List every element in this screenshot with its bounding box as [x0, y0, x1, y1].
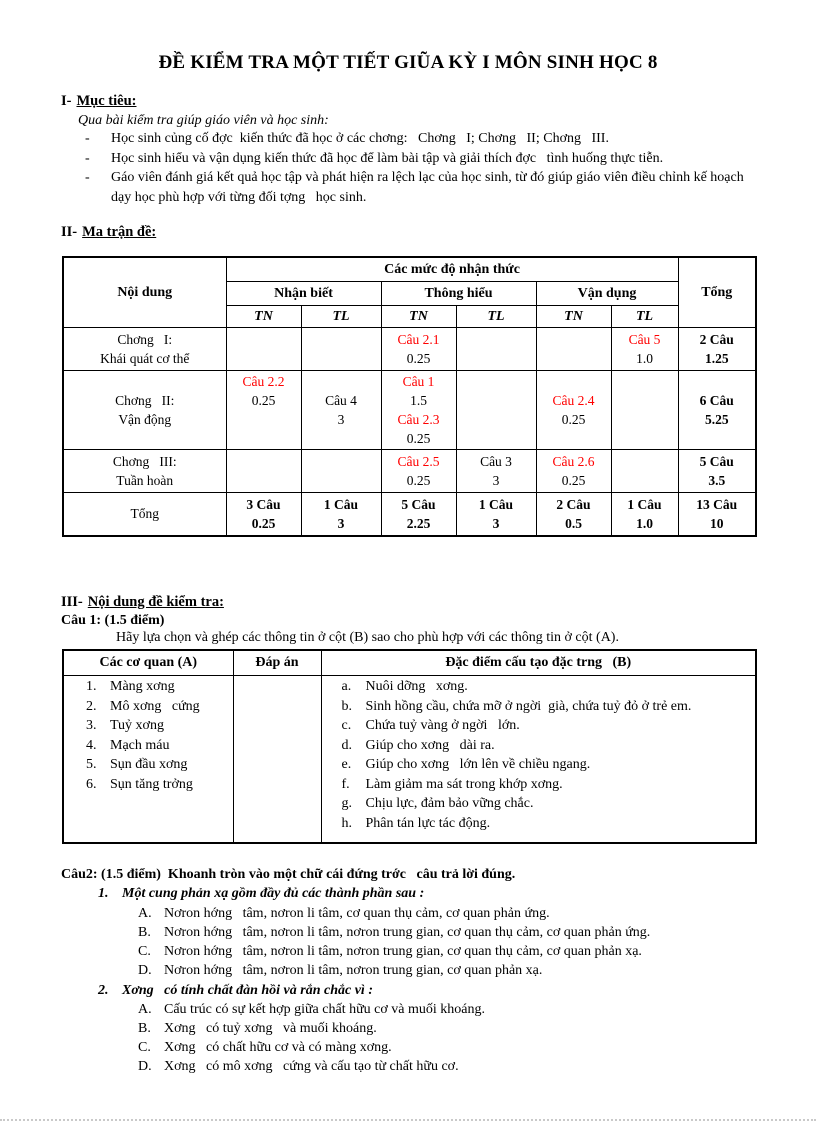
matrix-cell	[226, 450, 301, 493]
matrix-cell-line: Khái quát cơ thể	[100, 351, 190, 366]
matrix-total-cell	[301, 493, 381, 537]
organ-item-number: 4.	[86, 737, 97, 753]
matrix-header-group: Các mức độ nhận thức	[226, 257, 678, 282]
mc-option-text: Xơng có mô xơng cứng và cấu tạo từ chất hữu cơ.	[164, 1059, 459, 1074]
matrix-cell-line: Câu 2.4	[552, 393, 595, 408]
multiple-choice-questions	[61, 884, 755, 1076]
mc-option-text: Xơng có tuỷ xơng và muối khoáng.	[164, 1021, 377, 1036]
mc-option-text: Xơng có chất hữu cơ và có màng xơng.	[164, 1040, 392, 1055]
matrix-cell-line: 0.25	[561, 473, 586, 488]
mc-answer-option	[138, 923, 755, 942]
section-2-number: II-	[61, 224, 78, 240]
question-2-label: Câu2: (1.5 điểm) Khoanh tròn vào một chữ cái đứng trớc câu trả lời đúng.	[61, 867, 516, 882]
section-1-title: Mục tiêu:	[76, 93, 137, 109]
matrix-cell-line: Câu 4	[325, 393, 357, 408]
matrix-header-tong: Tổng	[678, 257, 756, 328]
mc-answer-option	[138, 961, 755, 980]
matrix-total-cell	[381, 493, 456, 537]
mc-question-text: Xơng có tính chất đàn hồi và rắn chắc vì :	[122, 982, 373, 998]
section-1-number: I-	[61, 93, 72, 109]
feature-item	[342, 814, 752, 834]
feature-item-letter: d.	[341, 737, 352, 753]
matrix-cell-line: 13 Câu	[696, 497, 738, 512]
matrix-cell-line: Câu 2.5	[397, 454, 440, 469]
matrix-header-tn: TN	[536, 306, 611, 328]
mc-option-text: Nơron hớng tâm, nơron li tâm, nơron trung gian, cơ quan thụ cảm, cơ quan phản xạ.	[164, 943, 642, 959]
matrix-header-row-1	[63, 257, 756, 282]
mc-option-letter: A.	[138, 1002, 152, 1017]
matrix-cell-line: Chơng III:	[112, 454, 177, 469]
feature-item-text: Làm giảm ma sát trong khớp xơng.	[365, 776, 563, 792]
matrix-cell-line: Chơng II:	[115, 393, 175, 408]
objective-item	[85, 129, 755, 149]
matrix-row-total	[678, 371, 756, 450]
organ-item-number: 3.	[86, 718, 97, 733]
mc-option-letter: C.	[138, 943, 151, 959]
mc-answer-option	[138, 1019, 755, 1038]
feature-item	[342, 677, 752, 697]
matrix-total-cell	[226, 493, 301, 537]
feature-item-letter: c.	[341, 718, 352, 733]
mc-question-heading	[98, 981, 755, 1001]
organ-item	[86, 775, 229, 795]
organ-item-number: 5.	[86, 757, 97, 772]
organ-item-text: Sụn tăng trởng	[110, 776, 193, 792]
mc-answer-option	[138, 904, 755, 923]
matrix-cell	[226, 371, 301, 450]
matrix-cell-line: 1.0	[636, 516, 653, 531]
matrix-grand-total	[678, 493, 756, 537]
matrix-cell-line: Câu 2.2	[242, 374, 285, 389]
feature-item-text: Chứa tuỷ vàng ở ngời lớn.	[365, 718, 520, 733]
organ-item-number: 2.	[86, 698, 97, 714]
mc-question-number: 1.	[98, 886, 109, 901]
matrix-cell-line: 0.25	[406, 351, 431, 366]
document-title: ĐỀ KIỂM TRA MỘT TIẾT GIŨA KỲ I MÔN SINH HỌC 8	[158, 52, 658, 73]
mc-option-letter: D.	[138, 962, 152, 978]
matrix-cell	[611, 371, 678, 450]
matrix-cell-line: 0.25	[406, 473, 431, 488]
feature-item	[342, 716, 752, 736]
matrix-cell-line: Câu 2.6	[552, 454, 595, 469]
matrix-header-tn: TN	[226, 306, 301, 328]
matching-header-organs: Các cơ quan (A)	[63, 650, 233, 676]
matrix-cell-line: 0.25	[561, 412, 586, 427]
matrix-cell	[226, 328, 301, 371]
matrix-cell-line: 0.25	[251, 393, 276, 408]
feature-item-text: Chịu lực, đảm bảo vững chắc.	[365, 796, 534, 811]
feature-item-letter: e.	[341, 757, 352, 772]
mc-option-letter: B.	[138, 924, 151, 940]
matrix-cell-line: 1 Câu	[627, 497, 662, 512]
matching-header-features: Đặc điểm cấu tạo đặc trng (B)	[321, 650, 756, 676]
mc-question-text: Một cung phản xạ gồm đầy đủ các thành phần sau :	[122, 886, 425, 901]
matrix-cell-line: Tuần hoàn	[116, 473, 174, 488]
section-2-title: Ma trận đề:	[82, 224, 157, 240]
objective-item	[85, 168, 755, 207]
matrix-cell-line: 5.25	[704, 412, 729, 427]
feature-item-text: Phân tán lực tác động.	[365, 815, 491, 831]
section-3-title: Nội dung đề kiểm tra:	[87, 594, 224, 610]
matrix-header-level-2: Thông hiểu	[381, 282, 536, 306]
bullet-dash: -	[85, 131, 90, 146]
organ-item-text: Mô xơng cứng	[110, 698, 200, 714]
mc-option-text: Nơron hớng tâm, nơron li tâm, cơ quan thụ cảm, cơ quan phản ứng.	[164, 905, 550, 921]
matrix-cell-line: 3	[337, 516, 345, 531]
feature-item	[342, 736, 752, 756]
matrix-total-cell	[611, 493, 678, 537]
matching-table	[62, 649, 757, 844]
matrix-cell	[381, 328, 456, 371]
matching-column-a	[63, 676, 233, 844]
matrix-cell-line: 3.5	[708, 473, 726, 488]
matrix-row	[63, 328, 756, 371]
mc-answer-option	[138, 1000, 755, 1019]
matching-column-answer	[233, 676, 321, 844]
matrix-cell	[301, 328, 381, 371]
matrix-row-label	[63, 371, 226, 450]
organ-item-number: 6.	[86, 776, 97, 792]
objective-text: Học sinh hiểu và vận dụng kiến thức đã học để làm bài tập và giải thích đợc tình huống thực tiễn.	[111, 150, 664, 166]
matrix-cell-line: Câu 2.3	[397, 412, 440, 427]
matrix-cell-line: Câu 1	[402, 374, 435, 389]
feature-item	[342, 697, 752, 717]
feature-item	[342, 794, 752, 814]
mc-question-heading	[98, 884, 755, 904]
matching-table-body-row	[63, 676, 756, 844]
matrix-cell-line: 5 Câu	[699, 454, 734, 469]
organ-item	[86, 697, 229, 717]
section-1-intro: Qua bài kiểm tra giúp giáo viên và học sinh:	[78, 113, 329, 128]
matrix-cell-line: 3	[492, 516, 500, 531]
matrix-cell-line: 1.0	[636, 351, 653, 366]
bullet-dash: -	[85, 170, 90, 185]
mc-option-text: Cấu trúc có sự kết hợp giữa chất hữu cơ và muối khoáng.	[164, 1002, 485, 1017]
matrix-header-level-3: Vận dụng	[536, 282, 678, 306]
organ-item-text: Màng xơng	[110, 679, 175, 694]
organ-item-text: Mạch máu	[110, 737, 170, 753]
matrix-cell-line: 6 Câu	[699, 393, 734, 408]
matrix-total-label: Tổng	[63, 493, 226, 537]
page-bottom-dotted-line	[0, 1119, 816, 1121]
matrix-header-level-1: Nhận biết	[226, 282, 381, 306]
matrix-total-row	[63, 493, 756, 537]
mc-option-letter: A.	[138, 905, 152, 921]
feature-item-letter: f.	[341, 776, 350, 792]
matrix-cell	[456, 450, 536, 493]
matrix-total-cell	[456, 493, 536, 537]
matrix-cell-line: 2 Câu	[556, 497, 591, 512]
matching-table-header-row	[63, 650, 756, 676]
matrix-cell	[456, 371, 536, 450]
objective-text: Gáo viên đánh giá kết quả học tập và phát hiện ra lệch lạc của học sinh, từ đó giúp giáo viên điều chỉnh kế hoạch dạy học phù hợp với từng đối tợng học sinh.	[111, 170, 748, 205]
organ-item	[86, 755, 229, 775]
matrix-cell-line: 2 Câu	[699, 332, 734, 347]
matrix-cell-line: 1.5	[410, 393, 427, 408]
matrix-total-cell	[536, 493, 611, 537]
matrix-cell	[456, 328, 536, 371]
feature-item-letter: h.	[341, 815, 352, 831]
section-3-number: III-	[61, 594, 83, 610]
matrix-cell-line: 5 Câu	[401, 497, 436, 512]
matrix-header-tl: TL	[456, 306, 536, 328]
section-2-heading	[61, 224, 755, 241]
feature-item	[342, 755, 752, 775]
mc-answer-option	[138, 942, 755, 961]
matrix-cell	[381, 371, 456, 450]
organ-item	[86, 677, 229, 697]
mc-option-letter: B.	[138, 1021, 151, 1036]
mc-option-text: Nơron hớng tâm, nơron li tâm, nơron trung gian, cơ quan phản xạ.	[164, 962, 543, 978]
organ-item-text: Tuỷ xơng	[110, 718, 164, 733]
feature-item-letter: b.	[341, 698, 352, 714]
section-1-heading	[61, 93, 755, 110]
matrix-cell	[536, 371, 611, 450]
feature-item-letter: g.	[341, 796, 352, 811]
objectives-list	[61, 129, 755, 207]
matrix-cell-line: 0.25	[251, 516, 276, 531]
matrix-cell-line: 3 Câu	[246, 497, 281, 512]
feature-item	[342, 775, 752, 795]
objective-item	[85, 149, 755, 169]
matrix-cell-line: Câu 5	[628, 332, 661, 347]
feature-item-text: Nuôi dỡng xơng.	[365, 679, 468, 694]
matrix-cell-line: 0.5	[565, 516, 582, 531]
matrix-cell	[536, 450, 611, 493]
mc-option-text: Nơron hớng tâm, nơron li tâm, nơron trung gian, cơ quan thụ cảm, cơ quan phản ứng.	[164, 924, 651, 940]
matrix-cell-line: 3	[492, 473, 500, 488]
matrix-row	[63, 450, 756, 493]
matrix-cell-line: Vận động	[118, 412, 172, 427]
question-1-instruction: Hãy lựa chọn và ghép các thông tin ở cột (B) sao cho phù hợp với các thông tin ở cột (A).	[116, 630, 619, 645]
matrix-cell-line: 1 Câu	[478, 497, 514, 512]
matrix-row	[63, 371, 756, 450]
organ-item	[86, 736, 229, 756]
matrix-header-tl: TL	[611, 306, 678, 328]
matrix-row-total	[678, 328, 756, 371]
matrix-header-noidung: Nội dung	[63, 257, 226, 328]
bullet-dash: -	[85, 150, 90, 166]
mc-answer-option	[138, 1038, 755, 1057]
mc-question-number: 2.	[98, 982, 109, 998]
matrix-cell-line: 1.25	[704, 351, 729, 366]
organ-item	[86, 716, 229, 736]
matrix-cell	[611, 328, 678, 371]
question-1-label: Câu 1: (1.5 điểm)	[61, 613, 165, 628]
matrix-cell-line: Câu 2.1	[397, 332, 440, 347]
matrix-table	[62, 256, 757, 537]
feature-item-letter: a.	[341, 679, 352, 694]
matrix-row-label	[63, 328, 226, 371]
matrix-cell-line: Câu 3	[480, 454, 512, 469]
objective-text: Học sinh củng cố đợc kiến thức đã học ở các chơng: Chơng I; Chơng II; Chơng III.	[111, 131, 609, 146]
feature-item-text: Sinh hồng cầu, chứa mỡ ở ngời già, chứa tuỷ đỏ ở trẻ em.	[365, 698, 692, 714]
matrix-header-tn: TN	[381, 306, 456, 328]
mc-answer-option	[138, 1057, 755, 1076]
feature-item-text: Giúp cho xơng dài ra.	[365, 737, 495, 753]
matrix-cell	[381, 450, 456, 493]
matrix-cell	[301, 450, 381, 493]
matrix-row-total	[678, 450, 756, 493]
mc-option-letter: D.	[138, 1059, 152, 1074]
organ-item-text: Sụn đầu xơng	[110, 757, 188, 772]
matrix-cell	[301, 371, 381, 450]
matching-column-b	[321, 676, 756, 844]
matrix-cell-line: 2.25	[406, 516, 431, 531]
matrix-row-label	[63, 450, 226, 493]
feature-item-text: Giúp cho xơng lớn lên về chiều ngang.	[365, 757, 591, 772]
matrix-cell-line: Chơng I:	[117, 332, 173, 347]
matrix-cell-line: 3	[337, 412, 345, 427]
matrix-cell	[611, 450, 678, 493]
matrix-cell-line: 1 Câu	[323, 497, 359, 512]
matrix-cell	[536, 328, 611, 371]
matrix-cell-line: 10	[710, 516, 724, 531]
matrix-header-tl: TL	[301, 306, 381, 328]
section-3-heading	[61, 594, 755, 611]
organ-item-number: 1.	[86, 679, 97, 694]
matrix-cell-line: 0.25	[406, 431, 431, 446]
mc-option-letter: C.	[138, 1040, 151, 1055]
matching-header-answer: Đáp án	[233, 650, 321, 676]
